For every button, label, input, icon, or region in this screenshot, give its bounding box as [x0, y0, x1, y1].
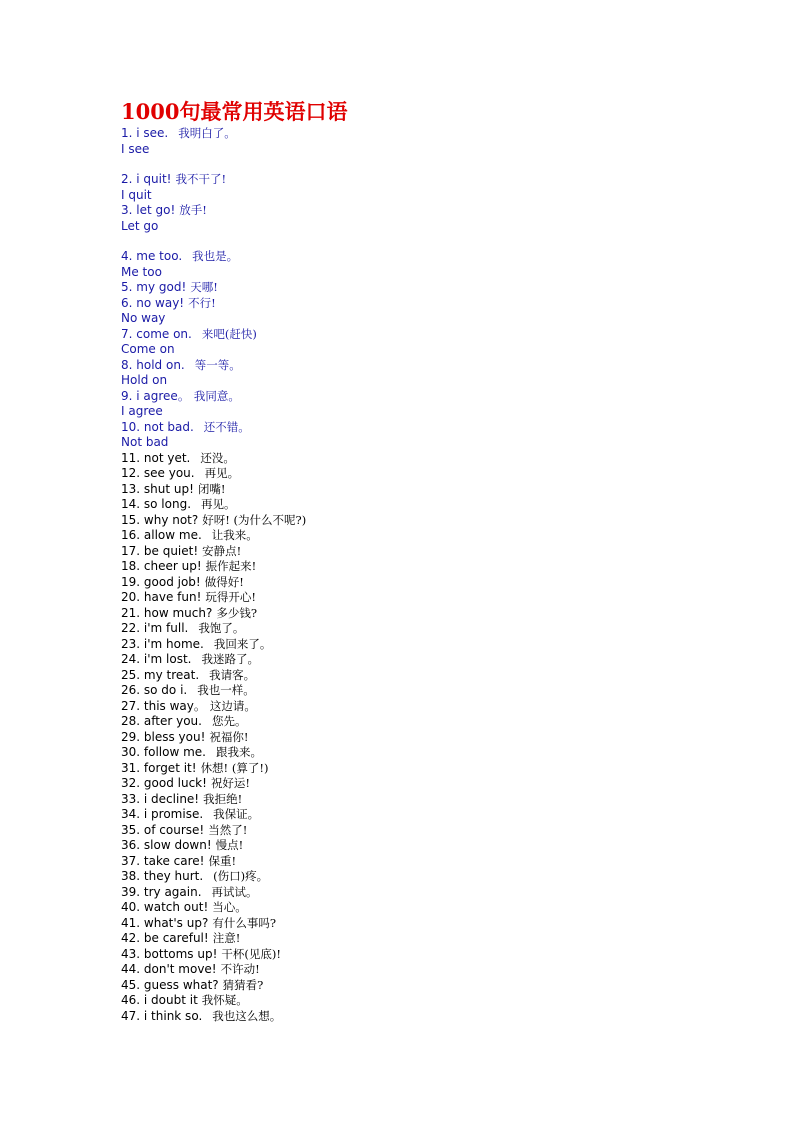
phrase-english: No way	[121, 311, 166, 325]
phrase-line	[121, 296, 761, 312]
phrase-chinese: 休想! (算了!)	[200, 760, 269, 775]
phrase-chinese: 您先。	[211, 714, 247, 728]
phrase-line	[121, 838, 761, 854]
phrase-line	[121, 916, 761, 932]
phrase-english: 3. let go!	[121, 203, 176, 217]
phrase-line	[121, 280, 761, 296]
phrase-line	[121, 126, 761, 142]
phrase-line	[121, 714, 761, 730]
phrase-english: 19. good job!	[121, 574, 201, 589]
phrase-english: 45. guess what?	[121, 977, 219, 992]
phrase-line	[121, 172, 761, 188]
phrase-line	[121, 761, 761, 777]
phrase-line	[121, 188, 761, 204]
phrase-chinese: 猜猜看?	[222, 977, 264, 992]
phrase-chinese: 我同意。	[193, 388, 240, 403]
phrase-english: Let go	[121, 218, 159, 233]
phrase-english: 15. why not?	[121, 512, 199, 527]
phrase-english: Me too	[121, 264, 162, 279]
phrase-chinese: 不许动!	[220, 962, 260, 976]
phrase-english: 27. this way。	[121, 698, 206, 713]
phrase-english: 11. not yet.	[121, 450, 191, 465]
phrase-chinese: 玩得开心!	[205, 590, 257, 604]
phrase-english: 44. don't move!	[121, 962, 217, 976]
phrase-line	[121, 947, 761, 963]
phrase-chinese: (伤口)疼。	[213, 869, 269, 883]
phrase-line	[121, 575, 761, 591]
phrase-line	[121, 823, 761, 839]
phrase-english: 4. me too.	[121, 249, 183, 263]
phrase-line	[121, 265, 761, 281]
phrase-chinese: 我拒绝!	[203, 791, 243, 806]
phrase-english: Not bad	[121, 435, 169, 449]
phrase-english: 26. so do i.	[121, 683, 188, 697]
phrase-english: 22. i'm full.	[121, 621, 189, 635]
phrase-line	[121, 466, 761, 482]
phrase-line	[121, 451, 761, 467]
phrase-line	[121, 373, 761, 389]
phrase-chinese: 我怀疑。	[201, 993, 248, 1007]
phrase-line	[121, 730, 761, 746]
phrase-chinese: 再试试。	[211, 884, 258, 899]
phrase-line	[121, 513, 761, 529]
phrase-english: 25. my treat.	[121, 667, 200, 682]
phrase-line	[121, 652, 761, 668]
phrase-chinese: 保重!	[208, 853, 237, 868]
phrase-line	[121, 559, 761, 575]
phrase-english: 41. what's up?	[121, 915, 209, 930]
phrase-line	[121, 606, 761, 622]
phrase-english: 40. watch out!	[121, 900, 209, 914]
phrase-english: 23. i'm home.	[121, 636, 204, 651]
phrase-line	[121, 993, 761, 1009]
phrase-line	[121, 978, 761, 994]
phrase-chinese: 天哪!	[190, 280, 218, 294]
blank-line	[121, 157, 761, 172]
phrase-line	[121, 807, 761, 823]
phrase-line	[121, 745, 761, 761]
phrase-english: I see	[121, 141, 150, 156]
phrase-english: 5. my god!	[121, 280, 187, 294]
phrase-chinese: 当心。	[212, 900, 247, 914]
phrase-english: 16. allow me.	[121, 528, 202, 542]
phrase-line	[121, 792, 761, 808]
phrase-line	[121, 327, 761, 343]
phrase-english: 47. i think so.	[121, 1008, 203, 1023]
phrase-line	[121, 854, 761, 870]
phrase-english: 30. follow me.	[121, 745, 206, 759]
phrase-english: 20. have fun!	[121, 590, 202, 604]
phrase-chinese: 闭嘴!	[197, 481, 226, 496]
phrase-english: 14. so long.	[121, 497, 192, 511]
phrase-line	[121, 203, 761, 219]
phrase-line	[121, 420, 761, 436]
phrase-english: 29. bless you!	[121, 729, 206, 744]
phrase-chinese: 安静点!	[202, 543, 242, 558]
blank-line	[121, 234, 761, 249]
document-title: 1000句最常用英语口语	[121, 99, 348, 124]
phrase-chinese: 跟我来。	[216, 745, 262, 759]
phrase-english: 32. good luck!	[121, 776, 207, 790]
phrase-line	[121, 869, 761, 885]
phrase-english: 43. bottoms up!	[121, 946, 218, 961]
phrase-line	[121, 590, 761, 606]
phrase-line	[121, 621, 761, 637]
phrase-chinese: 我也一样。	[197, 683, 255, 697]
phrase-line	[121, 342, 761, 358]
phrase-line	[121, 311, 761, 327]
phrase-english: 36. slow down!	[121, 838, 212, 852]
phrase-chinese: 我回来了。	[213, 636, 272, 651]
phrase-chinese: 我保证。	[213, 807, 260, 821]
phrase-line	[121, 404, 761, 420]
phrase-english: I quit	[121, 187, 152, 202]
phrase-line	[121, 358, 761, 374]
phrase-chinese: 振作起来!	[205, 559, 257, 573]
phrase-chinese: 我迷路了。	[201, 652, 259, 666]
phrase-english: 24. i'm lost.	[121, 652, 192, 666]
phrase-line	[121, 1009, 761, 1025]
phrase-english: 6. no way!	[121, 295, 185, 310]
phrase-chinese: 来吧(赶快)	[201, 326, 257, 341]
phrase-chinese: 我饱了。	[198, 621, 245, 635]
phrase-english: 35. of course!	[121, 822, 205, 837]
phrase-chinese: 放手!	[179, 203, 207, 217]
phrase-chinese: 还不错。	[203, 419, 250, 434]
phrase-line	[121, 900, 761, 916]
phrase-english: 12. see you.	[121, 466, 195, 480]
phrase-chinese: 好呀! (为什么不呢?)	[202, 512, 307, 527]
phrase-line	[121, 931, 761, 947]
phrase-chinese: 我不干了!	[175, 172, 227, 186]
phrase-line	[121, 637, 761, 653]
phrase-english: 46. i doubt it	[121, 993, 198, 1007]
phrase-english: 1. i see.	[121, 126, 169, 140]
phrase-english: Come on	[121, 342, 175, 356]
phrase-chinese: 我请客。	[209, 667, 256, 682]
phrase-english: 17. be quiet!	[121, 543, 199, 558]
phrase-chinese: 祝好运!	[210, 776, 251, 790]
phrase-chinese: 注意!	[212, 931, 241, 945]
phrase-english: 9. i agree。	[121, 388, 190, 403]
phrase-line	[121, 219, 761, 235]
phrase-line	[121, 699, 761, 715]
phrase-chinese: 做得好!	[204, 574, 244, 589]
phrase-english: 28. after you.	[121, 714, 202, 728]
phrase-english: 38. they hurt.	[121, 869, 204, 883]
phrase-line	[121, 776, 761, 792]
phrase-line	[121, 962, 761, 978]
phrase-english: 8. hold on.	[121, 357, 185, 372]
phrase-english: 33. i decline!	[121, 791, 200, 806]
phrase-chinese: 再见。	[204, 466, 240, 480]
phrase-chinese: 我也是。	[192, 249, 239, 263]
phrase-english: 31. forget it!	[121, 760, 197, 775]
phrase-list	[121, 126, 761, 1024]
phrase-line	[121, 668, 761, 684]
phrase-english: 18. cheer up!	[121, 559, 202, 573]
phrase-chinese: 还没。	[200, 450, 235, 465]
phrase-english: 10. not bad.	[121, 419, 194, 434]
phrase-chinese: 这边请。	[209, 698, 256, 713]
phrase-line	[121, 497, 761, 513]
phrase-english: 42. be careful!	[121, 931, 209, 945]
phrase-line	[121, 482, 761, 498]
phrase-line	[121, 683, 761, 699]
phrase-chinese: 再见。	[201, 497, 236, 511]
phrase-line	[121, 544, 761, 560]
phrase-english: 39. try again.	[121, 884, 202, 899]
phrase-line	[121, 885, 761, 901]
phrase-english: 13. shut up!	[121, 481, 194, 496]
phrase-chinese: 慢点!	[215, 838, 244, 852]
phrase-chinese: 等一等。	[194, 357, 241, 372]
phrase-english: 7. come on.	[121, 326, 192, 341]
phrase-chinese: 当然了!	[208, 822, 248, 837]
phrase-english: 21. how much?	[121, 605, 213, 620]
phrase-chinese: 多少钱?	[216, 605, 258, 620]
phrase-line	[121, 389, 761, 405]
phrase-chinese: 我明白了。	[178, 126, 236, 140]
phrase-english: Hold on	[121, 373, 168, 387]
phrase-chinese: 让我来。	[211, 528, 258, 542]
phrase-line	[121, 142, 761, 158]
phrase-line	[121, 528, 761, 544]
phrase-english: I agree	[121, 404, 163, 418]
document-content	[121, 98, 761, 1024]
phrase-chinese: 我也这么想。	[212, 1008, 282, 1023]
phrase-chinese: 干杯(见底)!	[221, 946, 282, 961]
phrase-chinese: 有什么事吗?	[212, 915, 277, 930]
phrase-english: 37. take care!	[121, 853, 205, 868]
phrase-line	[121, 435, 761, 451]
phrase-english: 2. i quit!	[121, 172, 172, 186]
phrase-chinese: 祝福你!	[209, 729, 249, 744]
phrase-line	[121, 249, 761, 265]
phrase-chinese: 不行!	[188, 295, 216, 310]
phrase-english: 34. i promise.	[121, 807, 204, 821]
